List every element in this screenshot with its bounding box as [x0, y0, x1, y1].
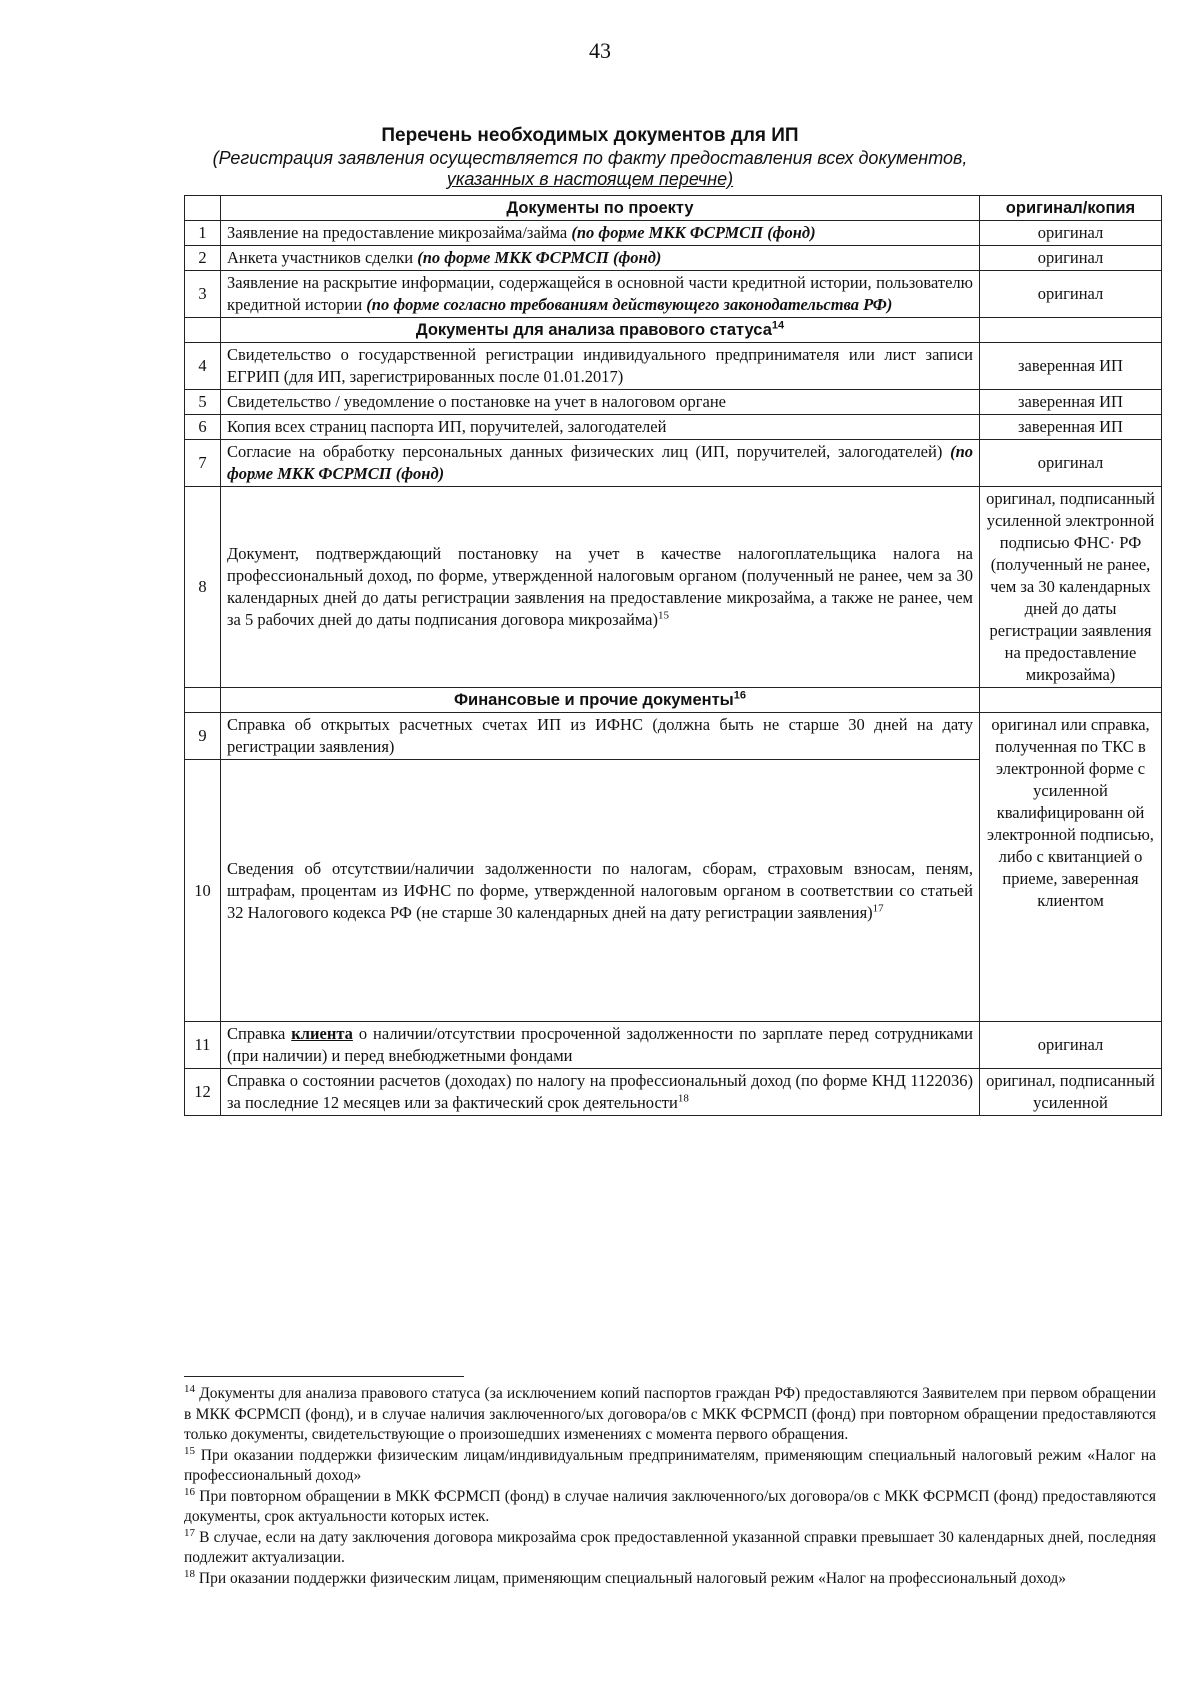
row-text: Документ, подтверждающий постановку на учет в качестве налогоплательщика налога на профессиональный доход, по форме, утвержденной налоговым органом (полученный не ранее, чем за 30 календарных дней до даты регистрации заявления на предоставление микрозайма, а также не ранее, чем за 5 рабочих дней до даты подписания договора микрозайма): [227, 544, 973, 629]
document-subtitle: [200, 148, 980, 190]
row-number: 8: [185, 487, 221, 688]
section-row: [185, 688, 1162, 713]
footnote-text: При оказании поддержки физическим лицам, применяющим специальный налоговый режим «Налог на профессиональный доход»: [198, 1569, 1067, 1587]
row-number: 7: [185, 440, 221, 487]
row-text: Анкета участников сделки: [227, 248, 418, 267]
row-document: Справка об открытых расчетных счетах ИП из ИФНС (должна быть не старше 30 дней на дату регистрации заявления): [221, 713, 980, 760]
row-document: [221, 1022, 980, 1069]
row-number: 5: [185, 390, 221, 415]
table-row: [185, 221, 1162, 246]
footnote-ref: 15: [658, 609, 669, 622]
footnote-number: 17: [184, 1526, 195, 1539]
row-form: (по форме МКК ФСРМСП (фонд): [417, 248, 662, 267]
table-row: [185, 246, 1162, 271]
row-text: о наличии/отсутствии просроченной задолженности по зарплате перед сотрудниками (при наличии) и перед внебюджетными фондами: [227, 1024, 973, 1065]
footnote-number: 18: [184, 1567, 195, 1580]
row-number: 10: [185, 760, 221, 1022]
footnote: [184, 1528, 1156, 1569]
row-text: Согласие на обработку персональных данных физических лиц (ИП, поручителей, залогодателей): [227, 442, 951, 461]
row-number: 9: [185, 713, 221, 760]
row-text-emphasis: клиента: [291, 1024, 353, 1043]
table-row: [185, 390, 1162, 415]
page-number: 43: [589, 38, 611, 63]
row-status: заверенная ИП: [980, 415, 1162, 440]
row-document: [221, 221, 980, 246]
section-legal-label: Документы для анализа правового статуса: [415, 321, 772, 339]
subtitle-line-2: указанных в настоящем перечне): [446, 169, 734, 189]
table-row: [185, 343, 1162, 390]
row-document: [221, 271, 980, 318]
row-document: Копия всех страниц паспорта ИП, поручителей, залогодателей: [221, 415, 980, 440]
table-row: [185, 1022, 1162, 1069]
row-status: оригинал, подписанный усиленной электронной подписью ФНС· РФ (полученный не ранее, чем за 30 календарных дней до даты регистрации заявления на предоставление микрозайма): [980, 487, 1162, 688]
row-document: [221, 1069, 980, 1116]
table-header-row: [185, 196, 1162, 221]
section-row: [185, 318, 1162, 343]
footnote-ref: 17: [872, 902, 884, 914]
row-text: Сведения об отсутствии/наличии задолженности по налогам, сборам, страховым взносам, пеням, штрафам, процентам из ИФНС по форме, утвержденной налоговым органом в соответствии со статьей 32 Налогового кодекса РФ (не старше 30 календарных дней на дату регистрации заявления): [227, 858, 973, 922]
table-row: [185, 271, 1162, 318]
footnote-ref: 16: [733, 689, 747, 702]
footnote: [184, 1446, 1156, 1487]
row-text: Заявление на раскрытие информации, содержащейся в основной части кредитной истории, пользователю кредитной истории: [227, 273, 973, 314]
row-document: [221, 487, 980, 688]
header-original-copy: оригинал/копия: [980, 196, 1162, 221]
section-legal-status: [221, 318, 980, 343]
section-financial: [221, 688, 980, 713]
section-num-cell: [185, 318, 221, 343]
subtitle-line-1: (Регистрация заявления осуществляется по факту предоставления всех документов,: [212, 148, 968, 168]
footnote: [184, 1569, 1156, 1590]
section-num-cell: [185, 688, 221, 713]
row-status: оригинал: [980, 271, 1162, 318]
document-title: Перечень необходимых документов для ИП: [381, 125, 799, 146]
row-status: оригинал: [980, 246, 1162, 271]
row-status: оригинал: [980, 221, 1162, 246]
section-status-cell: [980, 688, 1162, 713]
footnote-text: В случае, если на дату заключения договора микрозайма срок предоставленной указанной справки превышает 30 календарных дней, последняя подлежит актуализации.: [184, 1528, 1157, 1566]
row-document: Свидетельство / уведомление о постановке на учет в налоговом органе: [221, 390, 980, 415]
footnote: [184, 1487, 1156, 1528]
row-number: 12: [185, 1069, 221, 1116]
table-row: [185, 1069, 1162, 1116]
footnote-number: 15: [184, 1444, 195, 1457]
footnote-divider: [184, 1376, 464, 1377]
row-status: оригинал или справка, полученная по ТКС в электронной форме с усиленной квалифицированн ой электронной подписью, либо с квитанцией о приеме, заверенная клиентом: [980, 713, 1162, 1022]
row-document: [221, 440, 980, 487]
row-number: 4: [185, 343, 221, 390]
row-number: 1: [185, 221, 221, 246]
row-number: 2: [185, 246, 221, 271]
row-text: Заявление на предоставление микрозайма/займа: [227, 223, 572, 242]
row-form: (по форме МКК ФСРМСП (фонд): [571, 223, 816, 242]
footnote: [184, 1384, 1156, 1446]
footnote-number: 16: [184, 1485, 195, 1498]
row-status: заверенная ИП: [980, 343, 1162, 390]
table-row: [185, 713, 1162, 760]
table-row: [185, 415, 1162, 440]
footnote-number: 14: [184, 1382, 195, 1395]
row-status: оригинал, подписанный усиленной: [980, 1069, 1162, 1116]
row-form: (по форме МКК ФСРМСП (фонд): [227, 442, 973, 483]
row-document: [221, 760, 980, 1022]
header-num-cell: [185, 196, 221, 221]
footnote-ref: 18: [677, 1092, 689, 1105]
footnote-ref: 14: [771, 319, 785, 332]
row-status: заверенная ИП: [980, 390, 1162, 415]
row-status: оригинал: [980, 440, 1162, 487]
footnotes: [184, 1384, 1156, 1589]
section-financial-label: Финансовые и прочие документы: [453, 691, 734, 709]
table-row: [185, 440, 1162, 487]
table-row: [185, 487, 1162, 688]
footnote-text: Документы для анализа правового статуса (за исключением копий паспортов граждан РФ) предоставляются Заявителем при первом обращении в МКК ФСРМСП (фонд), и в случае наличия заключенного/ых договора/ов с МКК ФСРМСП (фонд) при повторном обращении предоставляются только документы, свидетельствующие о произошедших изменениях с момента первого обращения.: [184, 1385, 1157, 1443]
footnote-text: При оказании поддержки физическим лицам/индивидуальным предпринимателям, применяющим специальный налоговый режим «Налог на профессиональный доход»: [184, 1446, 1156, 1484]
row-form: (по форме согласно требованиям действующего законодательства РФ): [366, 295, 893, 314]
footnote-text: При повторном обращении в МКК ФСРМСП (фонд) в случае наличия заключенного/ых договора/ов с МКК ФСРМСП (фонд) предоставляются документы, срок актуальности которых истек.: [184, 1487, 1157, 1525]
row-document: Свидетельство о государственной регистрации индивидуального предпринимателя или лист записи ЕГРИП (для ИП, зарегистрированных после 01.01.2017): [221, 343, 980, 390]
section-status-cell: [980, 318, 1162, 343]
row-status: оригинал: [980, 1022, 1162, 1069]
row-number: 3: [185, 271, 221, 318]
row-number: 11: [185, 1022, 221, 1069]
header-documents: Документы по проекту: [221, 196, 980, 221]
row-document: [221, 246, 980, 271]
row-text: Справка о состоянии расчетов (доходах) по налогу на профессиональный доход (по форме КНД 1122036) за последние 12 месяцев или за фактический срок деятельности: [227, 1071, 973, 1112]
documents-table: [184, 195, 1162, 1116]
row-text: Справка: [227, 1024, 292, 1043]
row-number: 6: [185, 415, 221, 440]
